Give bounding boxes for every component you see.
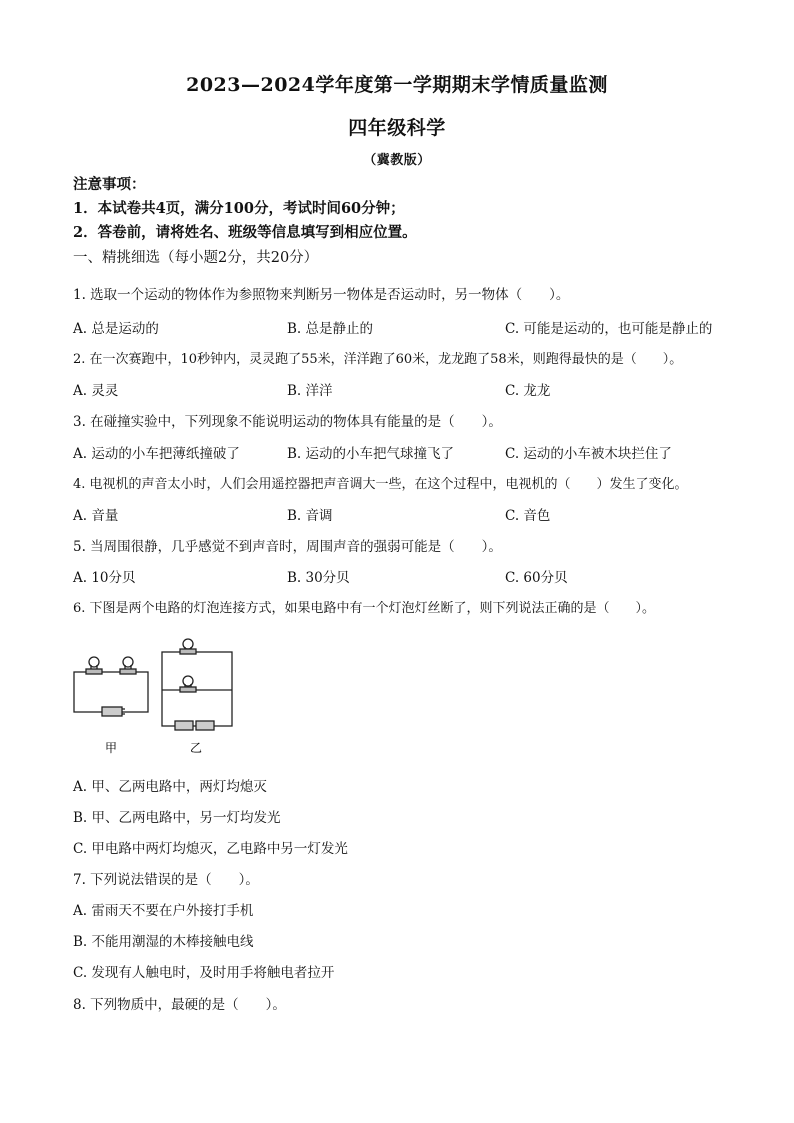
- notice-item-1: 1．本试卷共4页，满分100分，考试时间60分钟；: [73, 200, 405, 217]
- circuit-yi: [162, 639, 232, 730]
- question-5-option-c: C. 60分贝: [505, 570, 568, 586]
- question-6-stem: 6. 下图是两个电路的灯泡连接方式，如果电路中有一个灯泡灯丝断了，则下列说法正确的是（ ）。: [73, 601, 656, 616]
- question-2-option-b: B. 洋洋: [287, 383, 333, 399]
- question-2-option-a: A. 灵灵: [73, 383, 119, 399]
- question-1-option-a: A. 总是运动的: [73, 321, 159, 337]
- question-3-option-c: C. 运动的小车被木块拦住了: [505, 446, 672, 462]
- question-4-option-c: C. 音色: [505, 508, 551, 524]
- question-7-option-b: B. 不能用潮湿的木棒接触电线: [73, 934, 254, 950]
- question-6-option-b: B. 甲、乙两电路中，另一灯均发光: [73, 810, 281, 826]
- circuit-diagram-figure: [70, 638, 240, 760]
- question-6-option-c: C. 甲电路中两灯均熄灭，乙电路中另一灯发光: [73, 841, 348, 857]
- question-3-option-a: A. 运动的小车把薄纸撞破了: [73, 446, 240, 462]
- notice-item-2: 2．答卷前，请将姓名、班级等信息填写到相应位置。: [73, 224, 417, 241]
- question-7-option-c: C. 发现有人触电时，及时用手将触电者拉开: [73, 965, 335, 981]
- figure-label-jia: 甲: [105, 741, 118, 755]
- question-5-option-a: A. 10分贝: [73, 570, 136, 586]
- exam-edition: （冀教版）: [363, 153, 431, 168]
- notice-heading: 注意事项：: [73, 176, 146, 193]
- question-2-stem: 2. 在一次赛跑中，10秒钟内，灵灵跑了55米，洋洋跑了60米，龙龙跑了58米，则跑得最快的是（ ）。: [73, 352, 683, 367]
- figure-label-yi: 乙: [190, 741, 203, 755]
- exam-subject: 四年级科学: [348, 117, 446, 139]
- section-heading: 一、精挑细选（每小题2分，共20分）: [73, 250, 319, 266]
- question-1-option-b: B. 总是静止的: [287, 321, 374, 337]
- question-5-stem: 5. 当周围很静，几乎感觉不到声音时，周围声音的强弱可能是（ ）。: [73, 539, 502, 555]
- question-3-stem: 3. 在碰撞实验中，下列现象不能说明运动的物体具有能量的是（ ）。: [73, 414, 502, 430]
- question-1-stem: 1. 选取一个运动的物体作为参照物来判断另一物体是否运动时，另一物体（ ）。: [73, 287, 570, 303]
- question-2-option-c: C. 龙龙: [505, 383, 551, 399]
- exam-title: 2023—2024学年度第一学期期末学情质量监测: [186, 74, 608, 96]
- question-4-option-a: A. 音量: [73, 508, 119, 524]
- question-4-option-b: B. 音调: [287, 508, 333, 524]
- question-8-stem: 8. 下列物质中，最硬的是（ ）。: [73, 997, 286, 1013]
- question-7-option-a: A. 雷雨天不要在户外接打手机: [73, 903, 254, 919]
- question-6-option-a: A. 甲、乙两电路中，两灯均熄灭: [73, 779, 267, 795]
- question-3-option-b: B. 运动的小车把气球撞飞了: [287, 446, 455, 462]
- question-5-option-b: B. 30分贝: [287, 570, 350, 586]
- question-7-stem: 7. 下列说法错误的是（ ）。: [73, 872, 259, 888]
- question-4-stem: 4. 电视机的声音太小时，人们会用遥控器把声音调大一些，在这个过程中，电视机的（ ）发生了变化。: [73, 477, 688, 492]
- circuit-jia: [74, 657, 148, 716]
- question-1-option-c: C. 可能是运动的，也可能是静止的: [505, 321, 713, 337]
